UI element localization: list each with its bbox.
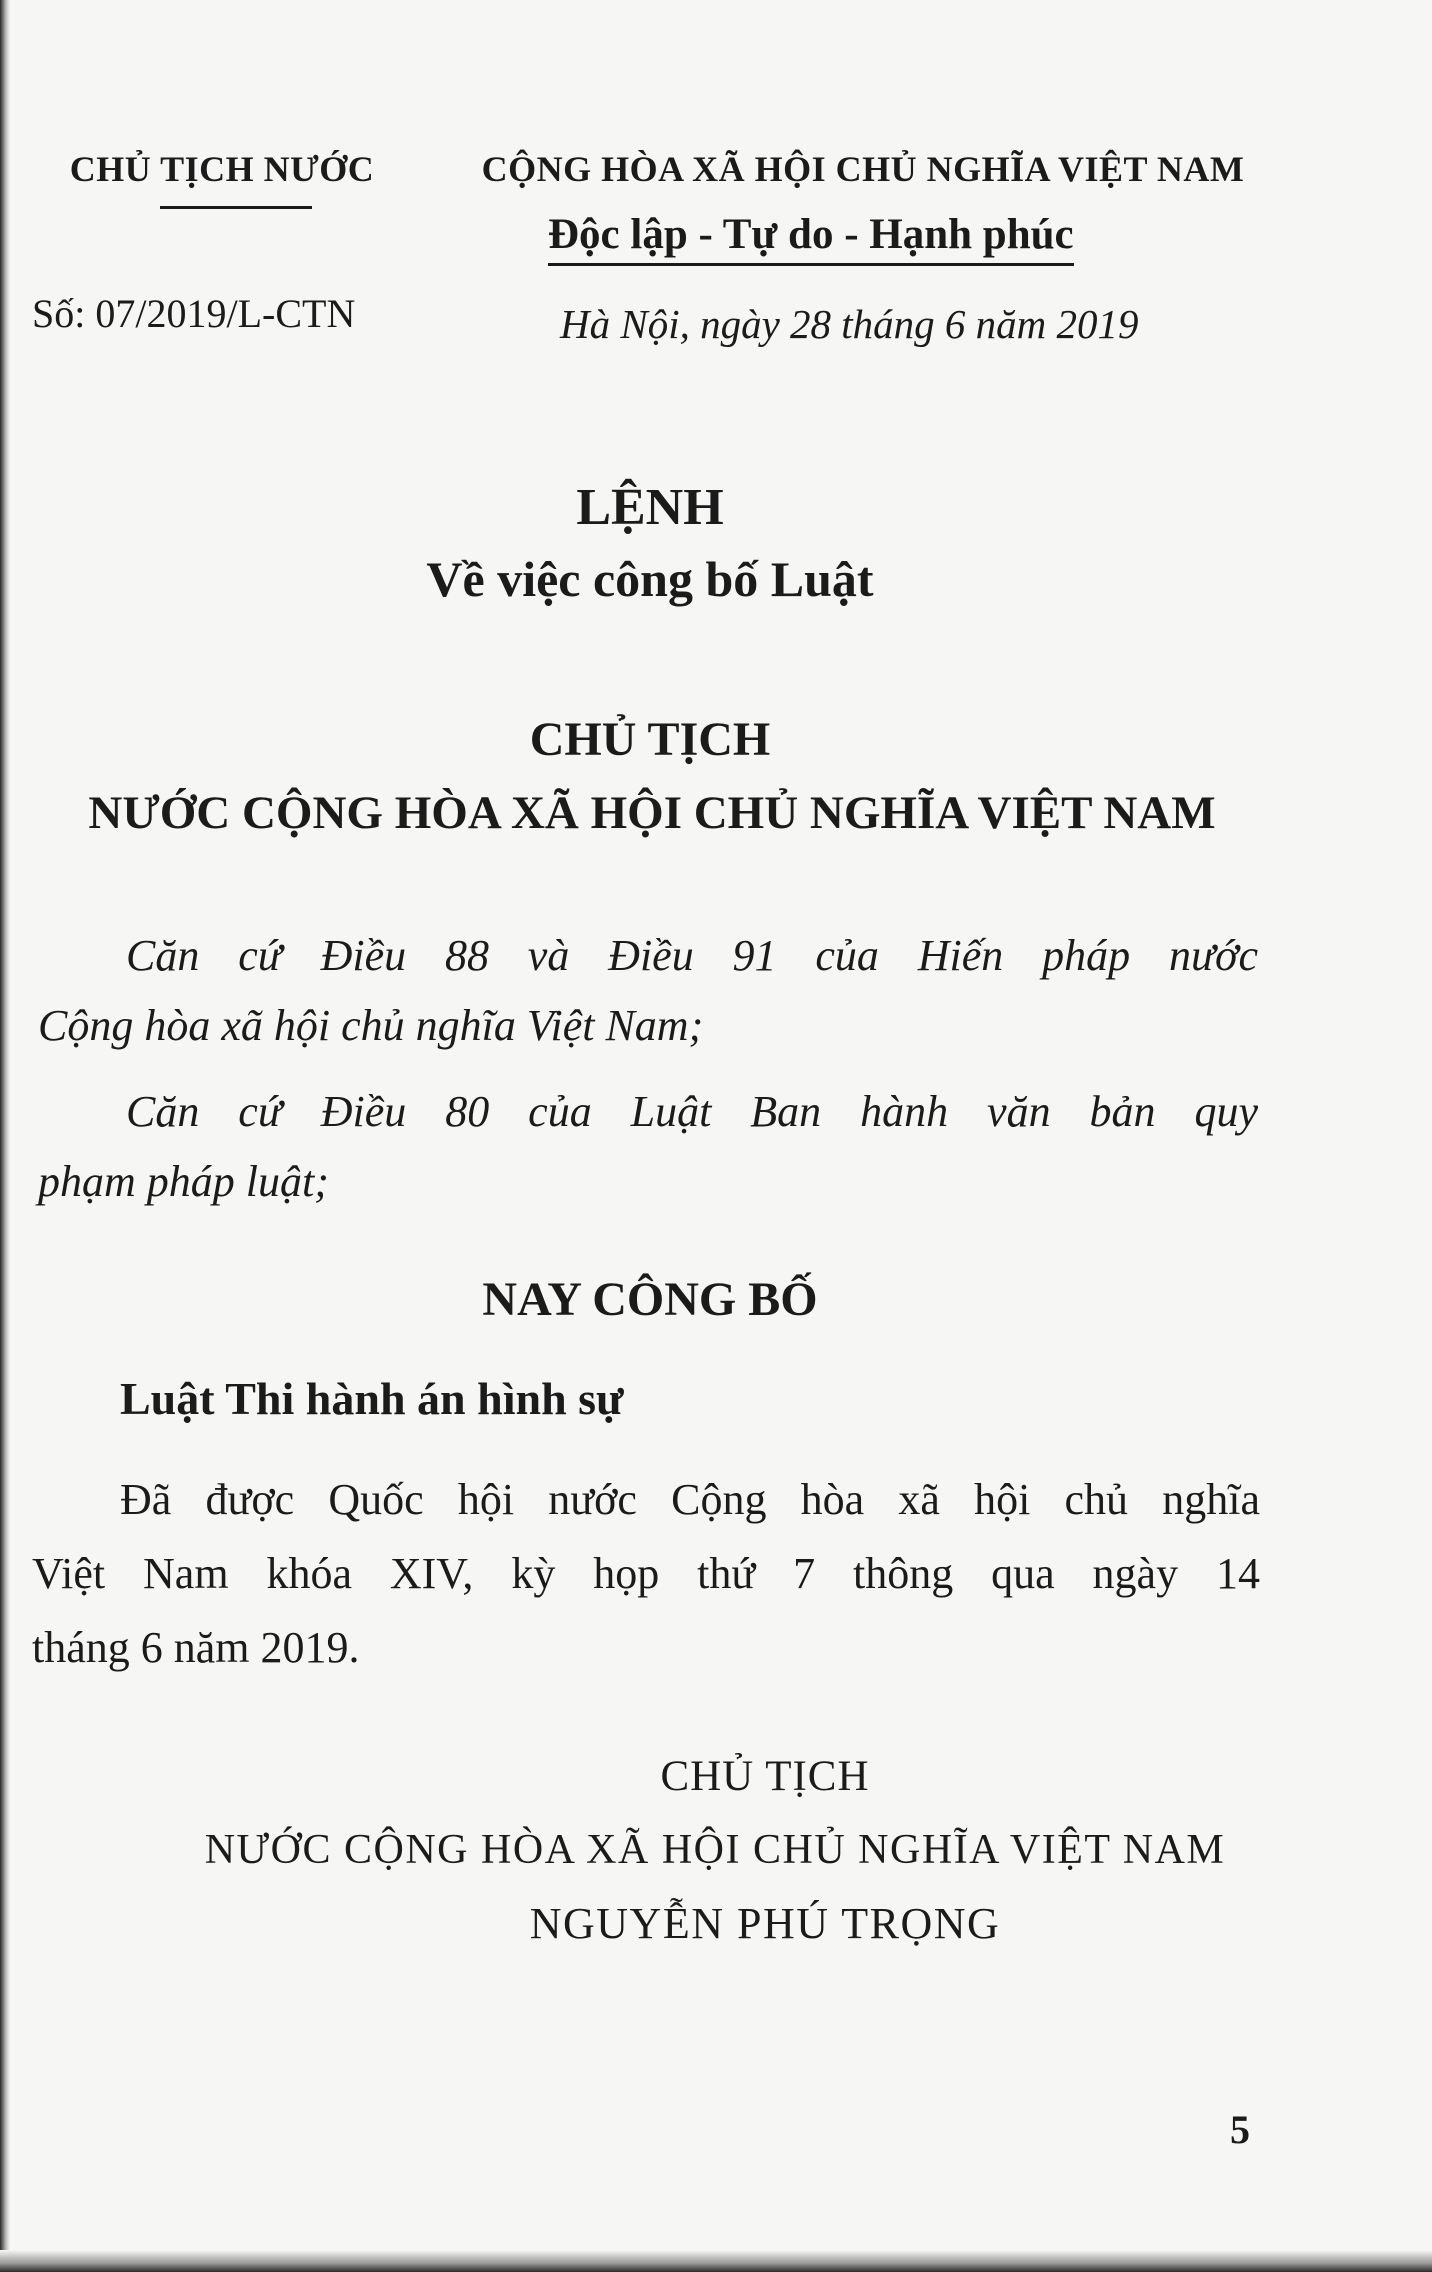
page-number: 5 [1230,2107,1250,2152]
approval-line-3: tháng 6 năm 2019. [32,1623,360,1672]
promulgation-heading: NAY CÔNG BỐ [482,1273,818,1326]
authority-title: CHỦ TỊCH [529,713,771,766]
document-number: Số: 07/2019/L-CTN [32,291,356,336]
signatory-name: NGUYỄN PHÚ TRỌNG [529,1899,1001,1948]
approval-line-1: Đã được Quốc hội nước Cộng hòa xã hội chủ nghĩa [120,1475,1260,1524]
issuer-heading: CHỦ TỊCH NƯỚC [69,149,375,189]
place-and-date: Hà Nội, ngày 28 tháng 6 năm 2019 [560,301,1139,347]
legal-basis-1-line-1: Căn cứ Điều 88 và Điều 91 của Hiến pháp nước [126,931,1258,980]
signature-country: NƯỚC CỘNG HÒA XÃ HỘI CHỦ NGHĨA VIỆT NAM [204,1827,1226,1873]
law-name: Luật Thi hành án hình sự [120,1373,624,1424]
legal-basis-2-line-1: Căn cứ Điều 80 của Luật Ban hành văn bản quy [126,1087,1258,1136]
legal-basis-1-line-2: Cộng hòa xã hội chủ nghĩa Việt Nam; [38,1001,704,1050]
national-motto: Độc lập - Tự do - Hạnh phúc [548,210,1074,266]
country-heading: CỘNG HÒA XÃ HỘI CHỦ NGHĨA VIỆT NAM [481,149,1245,189]
issuer-underline-rule [160,206,312,209]
signature-title: CHỦ TỊCH [660,1753,870,1800]
page-left-edge-shadow [0,0,10,2272]
page-bottom-edge-shadow [0,2250,1432,2272]
legal-basis-2-line-2: phạm pháp luật; [38,1157,329,1206]
order-title: LỆNH [576,479,724,536]
approval-line-2: Việt Nam khóa XIV, kỳ họp thứ 7 thông qua ngày 14 [32,1549,1260,1598]
order-subtitle: Về việc công bố Luật [426,551,874,607]
authority-country: NƯỚC CỘNG HÒA XÃ HỘI CHỦ NGHĨA VIỆT NAM [88,787,1216,839]
